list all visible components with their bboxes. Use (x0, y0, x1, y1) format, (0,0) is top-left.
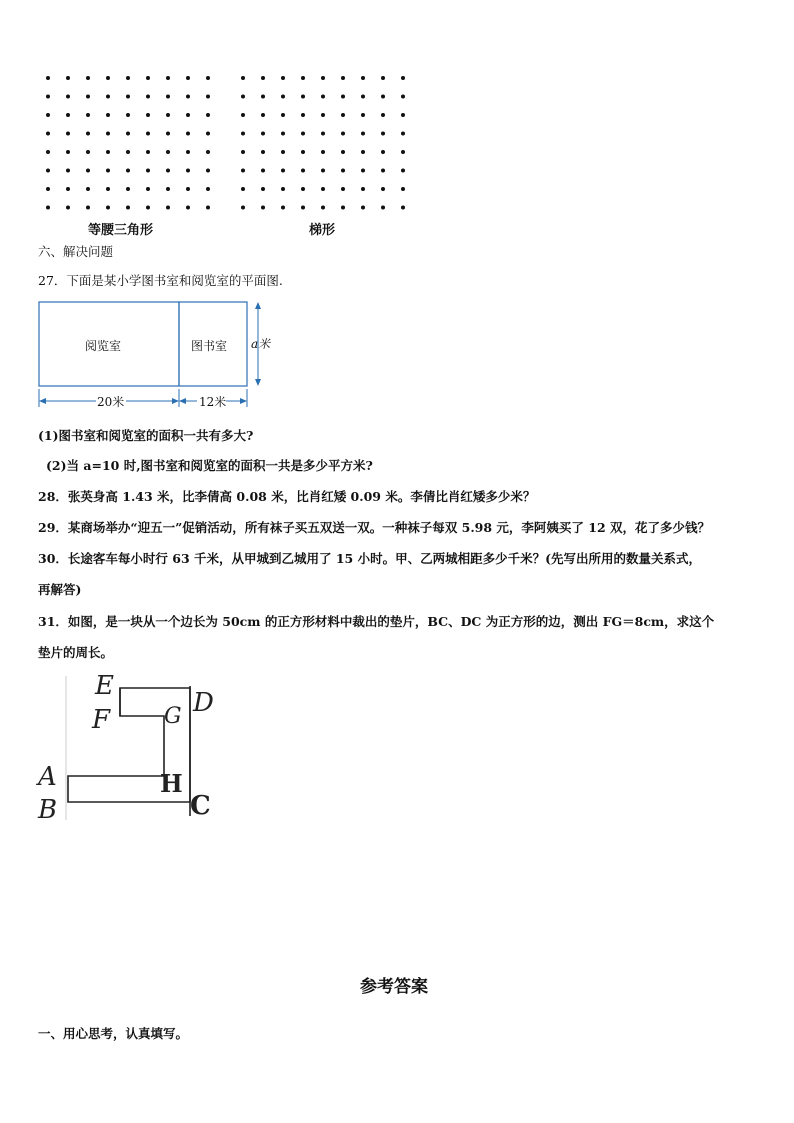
grid-dot (381, 95, 385, 99)
height-label: a米 (251, 337, 271, 351)
grid-dot (321, 169, 325, 173)
dot-grid-left-label: 等腰三角形 (88, 223, 154, 238)
grid-dot (166, 150, 170, 154)
label-F: F (92, 705, 111, 735)
grid-dot (321, 206, 325, 210)
library-room-label: 图书室 (191, 339, 228, 353)
grid-dot (281, 95, 285, 99)
label-G: G (164, 704, 182, 729)
grid-dot (321, 76, 325, 80)
grid-dot (86, 187, 90, 191)
grid-dot (281, 76, 285, 80)
grid-dot (106, 150, 110, 154)
grid-dot (281, 150, 285, 154)
grid-dot (341, 206, 345, 210)
grid-dot (381, 169, 385, 173)
grid-dot (361, 113, 365, 117)
grid-dot (401, 169, 405, 173)
grid-dot (106, 113, 110, 117)
grid-dot (341, 169, 345, 173)
grid-dot (66, 169, 70, 173)
dot-grid-right-label: 梯形 (309, 223, 336, 238)
question-30-line1: 30．长途客车每小时行 63 千米，从甲城到乙城用了 15 小时。甲、乙两城相距多少千米？(先写出所用的数量关系式， (38, 551, 702, 566)
grid-dot (401, 95, 405, 99)
grid-dot (281, 187, 285, 191)
grid-dot (261, 206, 265, 210)
grid-dot (281, 206, 285, 210)
question-28: 28．张英身高 1.43 米，比李倩高 0.08 米，比肖红矮 0.09 米。李倩比肖红矮多少米？ (38, 489, 536, 504)
grid-dot (86, 95, 90, 99)
grid-dot (66, 76, 70, 80)
width-right-label: 12米 (199, 395, 227, 409)
width-left-label: 20米 (97, 395, 125, 409)
question-31-line2: 垫片的周长。 (38, 645, 114, 660)
grid-dot (361, 132, 365, 136)
grid-dot (206, 187, 210, 191)
grid-dot (361, 206, 365, 210)
label-E: E (95, 671, 114, 701)
grid-dot (106, 206, 110, 210)
grid-dot (46, 76, 50, 80)
grid-dot (126, 132, 130, 136)
grid-dot (106, 95, 110, 99)
grid-dot (401, 76, 405, 80)
label-C: C (190, 791, 211, 821)
grid-dot (341, 113, 345, 117)
grid-dot (381, 113, 385, 117)
grid-dot (186, 132, 190, 136)
dot-grid-right (235, 70, 405, 215)
grid-dot (66, 206, 70, 210)
grid-dot (206, 132, 210, 136)
question-29: 29．某商场举办“迎五一”促销活动，所有袜子买五双送一双。一种袜子每双 5.98 元，李阿姨买了 12 双，花了多少钱？ (38, 520, 711, 535)
grid-dot (361, 76, 365, 80)
grid-dot (46, 150, 50, 154)
grid-dot (186, 76, 190, 80)
grid-dot (206, 206, 210, 210)
grid-dot (86, 169, 90, 173)
grid-dot (401, 132, 405, 136)
grid-dot (186, 187, 190, 191)
grid-dot (261, 132, 265, 136)
grid-dot (46, 169, 50, 173)
grid-dot (381, 150, 385, 154)
grid-dot (361, 95, 365, 99)
label-A: A (38, 762, 57, 792)
grid-dot (241, 206, 245, 210)
grid-dot (206, 150, 210, 154)
grid-dot (321, 95, 325, 99)
label-D: D (193, 688, 214, 718)
grid-dot (241, 169, 245, 173)
grid-dot (301, 76, 305, 80)
grid-dot (126, 206, 130, 210)
question-31-line1: 31．如图，是一块从一个边长为 50cm 的正方形材料中裁出的垫片，BC、DC 为正方形的边，测出 FG＝8cm，求这个 (38, 614, 715, 629)
grid-dot (186, 206, 190, 210)
label-B: B (38, 795, 58, 825)
grid-dot (261, 169, 265, 173)
grid-dot (301, 132, 305, 136)
grid-dot (361, 150, 365, 154)
grid-dot (106, 76, 110, 80)
question-27: 27．下面是某小学图书室和阅览室的平面图. (38, 273, 283, 288)
grid-dot (281, 169, 285, 173)
grid-dot (361, 169, 365, 173)
grid-dot (186, 169, 190, 173)
grid-dot (46, 206, 50, 210)
grid-dot (241, 187, 245, 191)
grid-dot (381, 187, 385, 191)
grid-dot (186, 113, 190, 117)
grid-dot (106, 187, 110, 191)
grid-dot (301, 95, 305, 99)
grid-dot (126, 169, 130, 173)
grid-dot (206, 76, 210, 80)
grid-dot (301, 113, 305, 117)
question-27-sub1: (1)图书室和阅览室的面积一共有多大? (38, 428, 254, 443)
grid-dot (66, 113, 70, 117)
grid-dot (261, 150, 265, 154)
grid-dot (66, 132, 70, 136)
question-30-line2: 再解答) (38, 582, 82, 597)
grid-dot (126, 187, 130, 191)
grid-dot (146, 187, 150, 191)
grid-dot (146, 169, 150, 173)
grid-dot (46, 187, 50, 191)
grid-dot (206, 113, 210, 117)
grid-dot (401, 206, 405, 210)
grid-dot (341, 132, 345, 136)
grid-dot (126, 113, 130, 117)
grid-dot (166, 95, 170, 99)
grid-dot (66, 150, 70, 154)
grid-dot (166, 206, 170, 210)
grid-dot (66, 187, 70, 191)
grid-dot (186, 95, 190, 99)
grid-dot (321, 113, 325, 117)
grid-dot (46, 113, 50, 117)
grid-dot (146, 150, 150, 154)
grid-dot (341, 95, 345, 99)
grid-dot (106, 132, 110, 136)
grid-dot (241, 76, 245, 80)
grid-dot (146, 76, 150, 80)
grid-dot (46, 132, 50, 136)
grid-dot (261, 113, 265, 117)
grid-dot (206, 95, 210, 99)
label-H: H (160, 769, 183, 798)
grid-dot (166, 76, 170, 80)
grid-dot (166, 113, 170, 117)
grid-dot (126, 150, 130, 154)
answer-title: 参考答案 (360, 977, 428, 997)
grid-dot (401, 187, 405, 191)
grid-dot (146, 113, 150, 117)
grid-dot (241, 132, 245, 136)
grid-dot (86, 76, 90, 80)
grid-dot (46, 95, 50, 99)
grid-dot (146, 132, 150, 136)
grid-dot (281, 113, 285, 117)
grid-dot (106, 169, 110, 173)
grid-dot (341, 76, 345, 80)
grid-dot (166, 187, 170, 191)
grid-dot (66, 95, 70, 99)
grid-dot (381, 132, 385, 136)
floor-plan-diagram (30, 295, 290, 415)
grid-dot (126, 76, 130, 80)
grid-dot (166, 132, 170, 136)
grid-dot (341, 150, 345, 154)
grid-dot (261, 76, 265, 80)
dot-grid-left (40, 70, 210, 215)
grid-dot (301, 206, 305, 210)
grid-dot (166, 169, 170, 173)
grid-dot (281, 132, 285, 136)
grid-dot (261, 95, 265, 99)
reading-room-label: 阅览室 (85, 339, 122, 353)
grid-dot (321, 150, 325, 154)
grid-dot (401, 150, 405, 154)
grid-dot (126, 95, 130, 99)
grid-dot (321, 187, 325, 191)
grid-dot (86, 113, 90, 117)
grid-dot (321, 132, 325, 136)
grid-dot (301, 169, 305, 173)
grid-dot (146, 206, 150, 210)
grid-dot (186, 150, 190, 154)
grid-dot (261, 187, 265, 191)
grid-dot (86, 132, 90, 136)
grid-dot (301, 150, 305, 154)
grid-dot (341, 187, 345, 191)
grid-dot (146, 95, 150, 99)
answer-section-1: 一、用心思考，认真填写。 (38, 1026, 189, 1041)
grid-dot (361, 187, 365, 191)
section-title: 六、解决问题 (38, 244, 114, 259)
question-27-sub2: (2)当 a=10 时,图书室和阅览室的面积一共是多少平方米? (46, 458, 373, 473)
grid-dot (241, 113, 245, 117)
grid-dot (241, 95, 245, 99)
grid-dot (86, 150, 90, 154)
grid-dot (301, 187, 305, 191)
grid-dot (401, 113, 405, 117)
grid-dot (86, 206, 90, 210)
grid-dot (241, 150, 245, 154)
grid-dot (206, 169, 210, 173)
grid-dot (381, 206, 385, 210)
grid-dot (381, 76, 385, 80)
